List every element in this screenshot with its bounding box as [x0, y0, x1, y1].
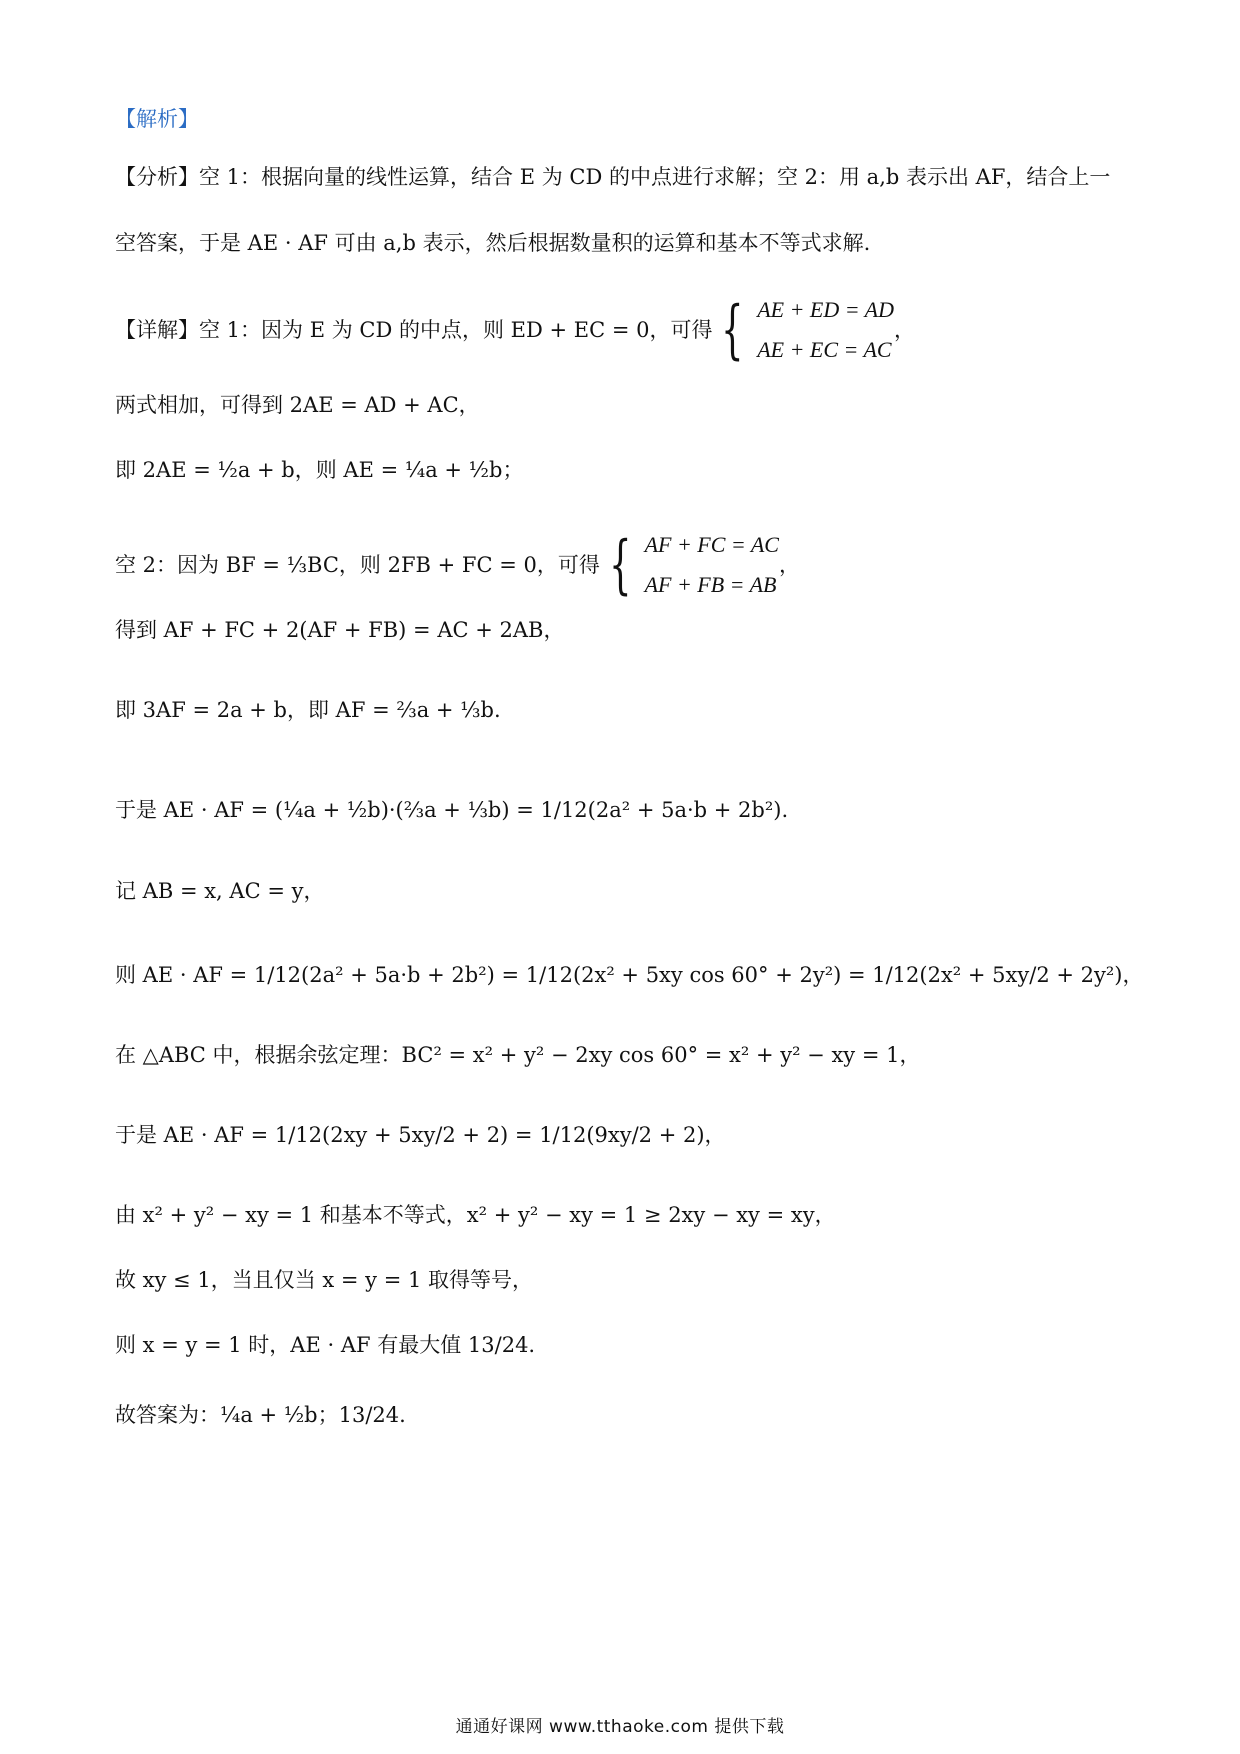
- detail-text-10: 在 △ABC 中，根据余弦定理：BC² = x² + y² − 2xy cos 60° = x² + y² − xy = 1，: [115, 1043, 921, 1067]
- detail-line-12: [115, 1200, 836, 1230]
- detail-line-1: 【详解】空 1：因为 E 为 CD 的中点，则 ED + EC = 0，可得 { AE + ED = AD AE + EC = AC ，: [115, 290, 915, 370]
- detail-text-9: 则 AE · AF = 1/12(2a² + 5a·b + 2b²) = 1/12(2x² + 5xy cos 60° + 2y²) = 1/12(2x² + 5xy/2 + 2y²)，: [115, 963, 1144, 987]
- detail-text-3: 即 2AE = ½a + b，则 AE = ¼a + ½b；: [115, 458, 524, 482]
- analysis-line-2: [115, 228, 870, 258]
- detail-line-10: [115, 1040, 920, 1070]
- detail-text-7: 于是 AE · AF = (¼a + ½b)·(⅔a + ⅓b) = 1/12(2a² + 5a·b + 2b²).: [115, 798, 789, 822]
- analysis-text-1: 【分析】空 1：根据向量的线性运算，结合 E 为 CD 的中点进行求解；空 2：用 a,b 表示出 AF，结合上一: [115, 165, 1111, 189]
- detail-text-15: 故答案为：¼a + ½b；13/24.: [115, 1403, 406, 1427]
- system-2-row-1: AF + FC = AC: [644, 532, 779, 557]
- detail-text-14: 则 x = y = 1 时，AE · AF 有最大值 13/24.: [115, 1333, 536, 1357]
- detail-line-7: [115, 795, 788, 825]
- detail-line-15: [115, 1400, 406, 1430]
- detail-text-5: 得到 AF + FC + 2(AF + FB) = AC + 2AB，: [115, 618, 565, 642]
- detail-line-4: 空 2：因为 BF = ⅓BC，则 2FB + FC = 0，可得 { AF + FC = AC AF + FB = AB ，: [115, 525, 800, 605]
- detail-text-13: 故 xy ≤ 1，当且仅当 x = y = 1 取得等号，: [115, 1268, 533, 1292]
- detail-line-13: [115, 1265, 533, 1295]
- system-1-row-1: AE + ED = AD: [757, 297, 895, 322]
- system-1-row-2: AE + EC = AC: [757, 337, 892, 362]
- detail-text-8: 记 AB = x, AC = y，: [115, 879, 325, 903]
- section-title-text: 【解析】: [115, 107, 199, 131]
- analysis-line-1: [115, 162, 1110, 192]
- detail-line-3: [115, 455, 523, 485]
- detail-line-6: [115, 695, 501, 725]
- detail-line-2: [115, 390, 480, 420]
- detail-text-11: 于是 AE · AF = 1/12(2xy + 5xy/2 + 2) = 1/12(9xy/2 + 2)，: [115, 1123, 726, 1147]
- brace-icon: {: [721, 293, 745, 367]
- detail-text-6: 即 3AF = 2a + b，即 AF = ⅔a + ⅓b.: [115, 698, 501, 722]
- page-footer: 通通好课网 www.tthaoke.com 提供下载: [455, 1717, 785, 1737]
- detail-text-1: 【详解】空 1：因为 E 为 CD 的中点，则 ED + EC = 0，可得: [115, 318, 713, 342]
- equation-system-1: [712, 290, 894, 370]
- equation-system-2: [600, 525, 779, 605]
- detail-line-14: [115, 1330, 535, 1360]
- detail-line-11: [115, 1120, 726, 1150]
- system-2-row-2: AF + FB = AB: [644, 572, 777, 597]
- detail-line-8: [115, 876, 324, 906]
- analysis-text-2: 空答案，于是 AE · AF 可由 a,b 表示，然后根据数量积的运算和基本不等式求解.: [115, 231, 871, 255]
- section-title: [115, 104, 199, 134]
- detail-line-9: [115, 960, 1143, 990]
- detail-line-5: [115, 615, 564, 645]
- brace-icon: {: [609, 528, 632, 602]
- detail-text-4: 空 2：因为 BF = ⅓BC，则 2FB + FC = 0，可得: [115, 553, 600, 577]
- detail-text-2: 两式相加，可得到 2AE = AD + AC，: [115, 393, 480, 417]
- detail-text-12: 由 x² + y² − xy = 1 和基本不等式，x² + y² − xy = 1 ≥ 2xy − xy = xy，: [115, 1203, 836, 1227]
